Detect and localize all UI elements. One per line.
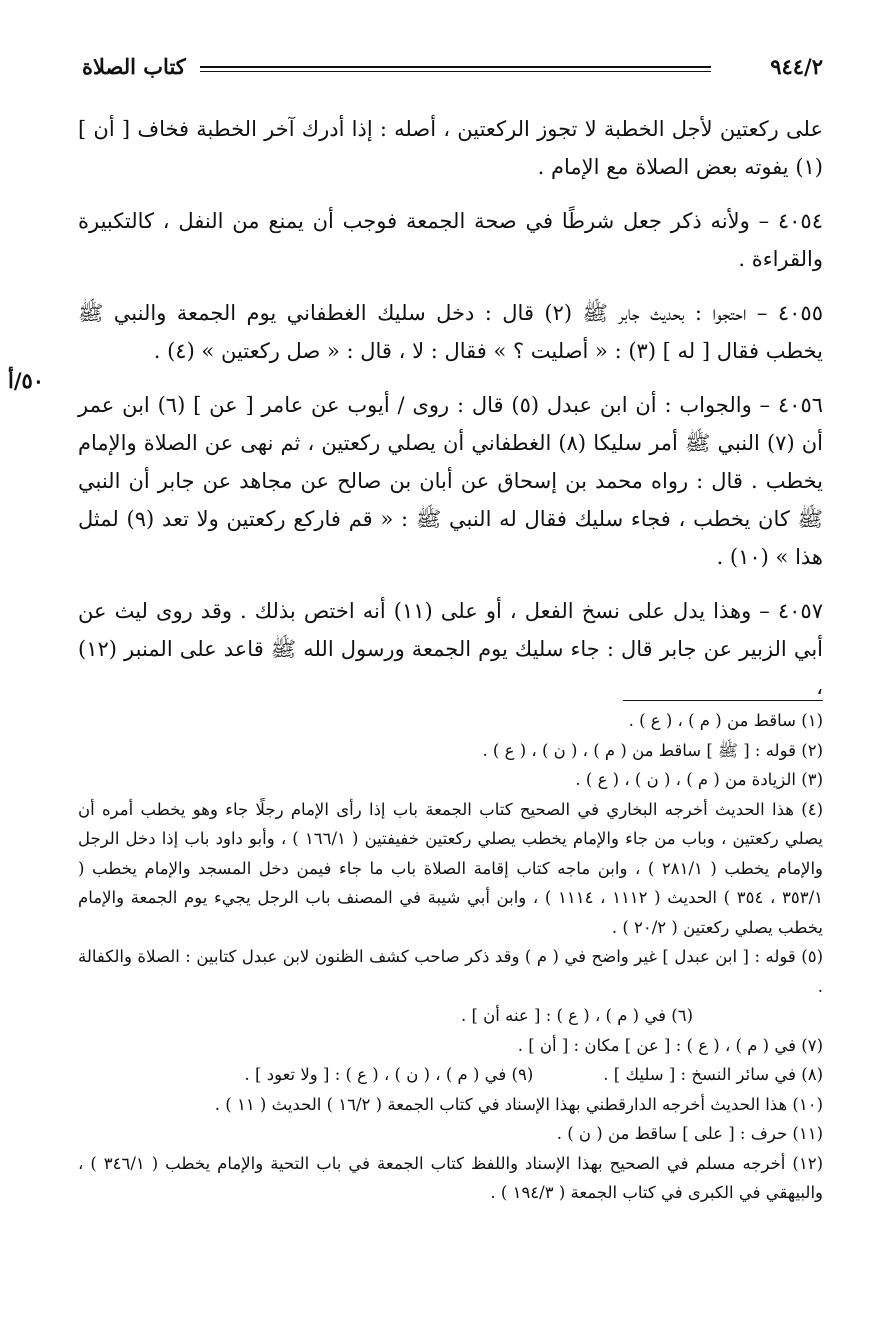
paragraph-4057: ٤٠٥٧ – وهذا يدل على نسخ الفعل ، أو على (١١) أنه اختص بذلك . وقد روى ليث عن أبي الزبير عن جابر قال : جاء سليك يوم الجمعة ورسول الله ﷺ قاعد على المنبر (١٢) ، <box>78 599 823 699</box>
paragraph-continuation: على ركعتين لأجل الخطبة لا تجوز الركعتين ، أصله : إذا أدرك آخر الخطبة فخاف [ أن ] (١) يفوته بعض الصلاة مع الإمام . <box>78 117 823 179</box>
footnote-row-8-9 <box>78 1060 823 1090</box>
paragraph-4054: ٤٠٥٤ – ولأنه ذكر جعل شرطًا في صحة الجمعة فوجب أن يمنع من النفل ، كالتكبيرة والقراءة . <box>78 209 823 271</box>
footnote-5: (٥) قوله : [ ابن عبدل ] غير واضح في ( م ) وقد ذكر صاحب كشف الظنون لابن عبدل كتابين : الصلاة والكفالة . <box>78 947 823 996</box>
footnote-3: (٣) الزيادة من ( م ) ، ( ن ) ، ( ع ) . <box>575 770 823 789</box>
footnote-separator <box>623 700 823 701</box>
paragraph-4056: ٤٠٥٦ – والجواب : أن ابن عبدل (٥) قال : روى / أيوب عن عامر [ عن ] (٦) ابن عمر أن (٧) النبي ﷺ أمر سليكا (٨) الغطفاني أن يصلي ركعتين ، ثم نهى عن الصلاة والإمام يخطب . قال : رواه محمد بن إسحاق عن أبان بن صالح عن مجاهد عن جابر أن النبي ﷺ كان يخطب ، فجاء سليك فقال له النبي ﷺ : « قم فاركع ركعتين ولا تعد (٩) لمثل هذا » (١٠) . <box>78 393 824 569</box>
manuscript-folio-marker: ٥٠/أ <box>8 368 45 393</box>
main-text <box>78 110 823 722</box>
header-rule <box>200 66 711 72</box>
footnote-9: (٩) في ( م ) ، ( ن ) ، ( ع ) : [ ولا تعود ] . <box>244 1065 534 1084</box>
footnote-12: (١٢) أخرجه مسلم في الصحيح بهذا الإسناد واللفظ كتاب الجمعة في باب التحية والإمام يخطب ( ٣٤٦/١ ) ، والبيهقي في الكبرى في كتاب الجمعة ( ١٩٤/٣ ) . <box>78 1153 823 1202</box>
footnote-7: (٧) في ( م ) ، ( ع ) : [ عن ] مكان : [ أن ] . <box>517 1035 823 1055</box>
page-number: ٩٤٤/٢ <box>770 54 823 79</box>
footnote-4: (٤) هذا الحديث أخرجه البخاري في الصحيح كتاب الجمعة باب إذا رأى الإمام رجلًا جاء وهو يخطب أمره أن يصلي ركعتين ، وباب من جاء والإمام يخطب يصلي ركعتين خفيفتين ( ١٦٦/١ ) ، وأبو داود باب إذا دخل الرجل والإمام يخطب ( ٢٨١/١ ) ، وابن ماجه كتاب إقامة الصلاة باب ما جاء فيمن دخل المسجد والإمام يخطب ( ٣٥٣/١ ، ٣٥٤ ) الحديث ( ١١١٢ ، ١١١٤ ) ، وابن أبي شيبة في المصنف باب الرجل يجيء يوم الجمعة والإمام يخطب يصلي ركعتين ( ٢٠/٢ ) . <box>78 799 823 937</box>
running-header <box>82 54 823 90</box>
footnote-11: (١١) حرف : [ على ] ساقط من ( ن ) . <box>556 1124 823 1143</box>
paragraph-4055: ٤٠٥٥ – احتجوا : بحديث جابر ﷺ (٢) قال : دخل سليك الغطفاني يوم الجمعة والنبي ﷺ يخطب فقال [ له ] (٣) : « أصليت ؟ » فقال : لا ، قال : « صل ركعتين » (٤) . <box>78 301 823 363</box>
footnote-6: (٦) في ( م ) ، ( ع ) : [ عنه أن ] . <box>460 1006 693 1025</box>
footnote-8: (٨) في سائر النسخ : [ سليك ] . <box>603 1065 823 1084</box>
footnote-2: (٢) قوله : [ ﷺ ] ساقط من ( م ) ، ( ن ) ، ( ع ) . <box>482 740 823 760</box>
footnote-1: (١) ساقط من ( م ) ، ( ع ) . <box>628 711 823 730</box>
footnotes <box>78 706 823 1208</box>
chapter-title: كتاب الصلاة <box>82 54 186 79</box>
footnote-10: (١٠) هذا الحديث أخرجه الدارقطني بهذا الإسناد في كتاب الجمعة ( ١٦/٢ ) الحديث ( ١١ ) . <box>214 1094 823 1114</box>
